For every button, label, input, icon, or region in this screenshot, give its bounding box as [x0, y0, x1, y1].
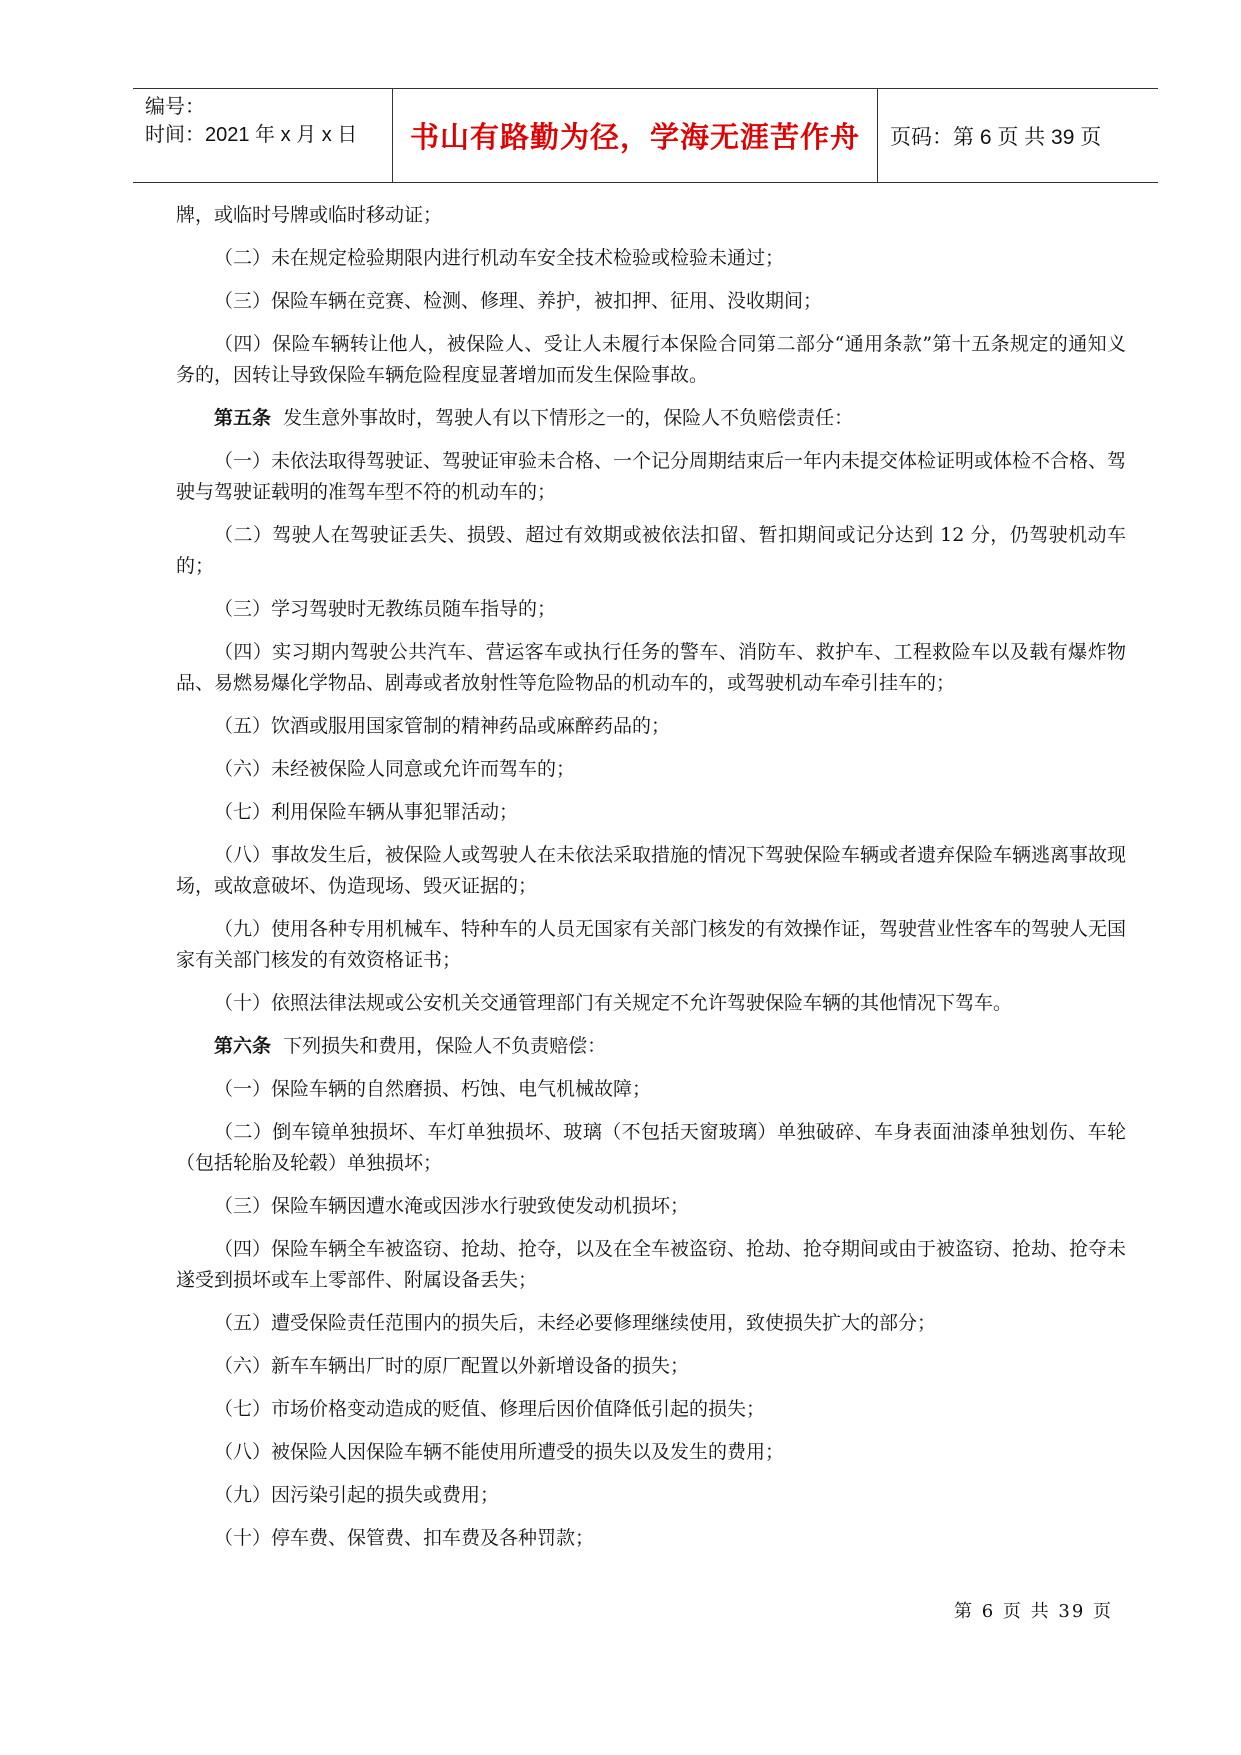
header-motto: 书山有路勤为径，学海无涯苦作舟 [409, 120, 860, 154]
document-body [176, 200, 1126, 1566]
clause-paragraph [176, 594, 1126, 625]
paragraph-text: （一）未依法取得驾驶证、驾驶证审验未合格、一个记分周期结束后一年内未提交体检证明或体检不合格、驾驶与驾驶证载明的准驾车型不符的机动车的； [176, 450, 1127, 503]
clause-paragraph [176, 1394, 1126, 1425]
clause-paragraph [176, 286, 1126, 317]
article-heading: 第六条 [214, 1035, 272, 1057]
clause-paragraph [176, 1437, 1126, 1468]
clause-paragraph [176, 711, 1126, 742]
paragraph-text: 牌，或临时号牌或临时移动证； [176, 204, 443, 226]
clause-paragraph [176, 1351, 1126, 1382]
paragraph-text: （六）未经被保险人同意或允许而驾车的； [214, 758, 576, 780]
paragraph-text: （十）停车费、保管费、扣车费及各种罚款； [214, 1527, 595, 1549]
clause-paragraph [176, 520, 1126, 582]
header-page-code-cell [878, 89, 1158, 182]
paragraph-text: （二）未在规定检验期限内进行机动车安全技术检验或检验未通过； [214, 247, 785, 269]
paragraph-text: （七）利用保险车辆从事犯罪活动； [214, 801, 519, 823]
clause-paragraph [176, 200, 1126, 231]
paragraph-text: （四）保险车辆全车被盗窃、抢劫、抢夺，以及在全车被盗窃、抢劫、抢夺期间或由于被盗窃、抢劫、抢夺未遂受到损坏或车上零部件、附属设备丢失； [176, 1238, 1127, 1291]
paragraph-text: （五）饮酒或服用国家管制的精神药品或麻醉药品的； [214, 715, 671, 737]
paragraph-text: （八）事故发生后，被保险人或驾驶人在未依法采取措施的情况下驾驶保险车辆或者遗弃保险车辆逃离事故现场，或故意破坏、伪造现场、毁灭证据的； [176, 844, 1127, 897]
paragraph-text: （五）遭受保险责任范围内的损失后，未经必要修理继续使用，致使损失扩大的部分； [214, 1312, 937, 1334]
clause-paragraph [176, 1191, 1126, 1222]
clause-paragraph [176, 1308, 1126, 1339]
paragraph-text: （三）学习驾驶时无教练员随车指导的； [214, 598, 557, 620]
clause-paragraph [176, 243, 1126, 274]
header-motto-cell [393, 89, 878, 182]
article-heading: 第五条 [214, 407, 272, 429]
article-paragraph [176, 1031, 1126, 1062]
page-footer: 第 6 页 共 39 页 [954, 1601, 1113, 1622]
paragraph-text: （六）新车车辆出厂时的原厂配置以外新增设备的损失； [214, 1355, 690, 1377]
paragraph-text: （二）倒车镜单独损坏、车灯单独损坏、玻璃（不包括天窗玻璃）单独破碎、车身表面油漆单独划伤、车轮（包括轮胎及轮毂）单独损坏； [176, 1121, 1126, 1174]
paragraph-text: （九）因污染引起的损失或费用； [214, 1484, 500, 1506]
paragraph-text: （四）实习期内驾驶公共汽车、营运客车或执行任务的警车、消防车、救护车、工程救险车以及载有爆炸物品、易燃易爆化学物品、剧毒或者放射性等危险物品的机动车的，或驾驶机动车牵引挂车的； [176, 641, 1126, 694]
paragraph-text: （八）被保险人因保险车辆不能使用所遭受的损失以及发生的费用； [214, 1441, 785, 1463]
paragraph-text: 发生意外事故时，驾驶人有以下情形之一的，保险人不负赔偿责任： [271, 407, 854, 429]
clause-paragraph [176, 914, 1126, 976]
paragraph-text: 下列损失和费用，保险人不负责赔偿： [271, 1035, 607, 1057]
clause-paragraph [176, 1480, 1126, 1511]
clause-paragraph [176, 1234, 1126, 1296]
page-header [133, 88, 1158, 183]
clause-paragraph [176, 637, 1126, 699]
clause-paragraph [176, 840, 1126, 902]
clause-paragraph [176, 1074, 1126, 1105]
header-meta [133, 89, 393, 182]
header-page-code: 页码：第 6 页 共 39 页 [890, 125, 1102, 149]
paragraph-text: （二）驾驶人在驾驶证丢失、损毁、超过有效期或被依法扣留、暂扣期间或记分达到 12 分，仍驾驶机动车的； [176, 524, 1126, 577]
clause-paragraph [176, 446, 1126, 508]
clause-paragraph [176, 754, 1126, 785]
paragraph-text: （一）保险车辆的自然磨损、朽蚀、电气机械故障； [214, 1078, 652, 1100]
paragraph-text: （七）市场价格变动造成的贬值、修理后因价值降低引起的损失； [214, 1398, 766, 1420]
clause-paragraph [176, 1523, 1126, 1554]
paragraph-text: （四）保险车辆转让他人，被保险人、受让人未履行本保险合同第二部分“通用条款”第十五条规定的通知义务的，因转让导致保险车辆危险程度显著增加而发生保险事故。 [176, 333, 1126, 386]
clause-paragraph [176, 988, 1126, 1019]
document-time: 时间：2021 年 x 月 x 日 [145, 124, 358, 146]
clause-paragraph [176, 1117, 1126, 1179]
article-paragraph [176, 403, 1126, 434]
paragraph-text: （三）保险车辆在竞赛、检测、修理、养护，被扣押、征用、没收期间； [214, 290, 823, 312]
paragraph-text: （九）使用各种专用机械车、特种车的人员无国家有关部门核发的有效操作证，驾驶营业性客车的驾驶人无国家有关部门核发的有效资格证书； [176, 918, 1127, 971]
paragraph-text: （十）依照法律法规或公安机关交通管理部门有关规定不允许驾驶保险车辆的其他情况下驾车。 [214, 992, 1013, 1014]
clause-paragraph [176, 329, 1126, 391]
clause-paragraph [176, 797, 1126, 828]
paragraph-text: （三）保险车辆因遭水淹或因涉水行驶致使发动机损坏； [214, 1195, 690, 1217]
document-number: 编号： [145, 96, 205, 118]
